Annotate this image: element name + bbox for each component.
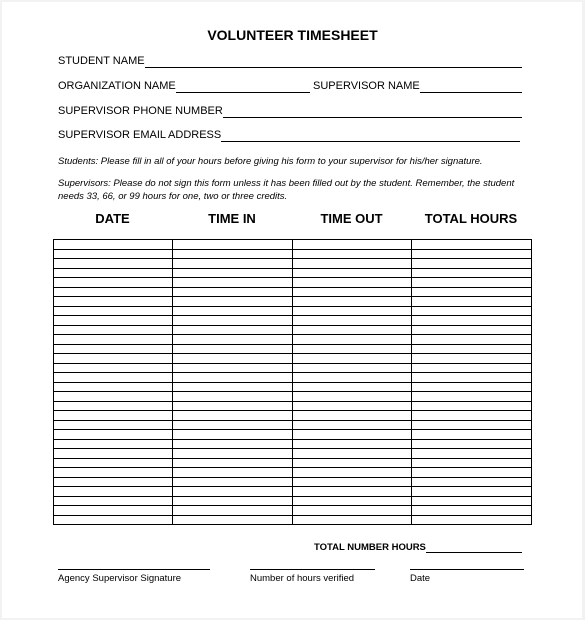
date-cell[interactable] [54,392,173,402]
date-cell[interactable] [54,458,173,468]
total-hours-cell[interactable] [412,335,532,345]
date-cell[interactable] [54,335,173,345]
total-hours-cell[interactable] [412,344,532,354]
time-in-cell[interactable] [173,335,293,345]
time-out-cell[interactable] [293,439,412,449]
total-hours-cell[interactable] [412,240,532,250]
time-in-cell[interactable] [173,477,293,487]
table-row [54,468,532,478]
time-in-cell[interactable] [173,240,293,250]
date-cell[interactable] [54,354,173,364]
hours-verified-line[interactable] [250,568,375,570]
time-in-cell[interactable] [173,249,293,259]
supervisor-email-field[interactable] [58,126,520,142]
time-in-cell[interactable] [173,316,293,326]
table-row [54,316,532,326]
time-in-cell[interactable] [173,449,293,459]
table-row [54,363,532,373]
date-cell[interactable] [54,316,173,326]
table-row [54,430,532,440]
table-row [54,401,532,411]
date-cell[interactable] [54,420,173,430]
page-title: VOLUNTEER TIMESHEET [207,27,378,43]
date-cell[interactable] [54,373,173,383]
table-row [54,354,532,364]
column-header-time-in: TIME IN [208,211,256,226]
time-out-cell[interactable] [293,240,412,250]
date-cell[interactable] [54,363,173,373]
time-out-cell[interactable] [293,335,412,345]
table-row [54,268,532,278]
time-out-cell[interactable] [293,487,412,497]
date-cell[interactable] [54,278,173,288]
table-row [54,449,532,459]
supervisor-phone-label: SUPERVISOR PHONE NUMBER [58,105,223,117]
time-out-cell[interactable] [293,458,412,468]
time-out-cell[interactable] [293,468,412,478]
hours-verified-block[interactable] [250,568,375,584]
time-out-cell[interactable] [293,259,412,269]
time-in-cell[interactable] [173,306,293,316]
time-out-cell[interactable] [293,430,412,440]
time-in-cell[interactable] [173,363,293,373]
date-cell[interactable] [54,506,173,516]
student-name-label: STUDENT NAME [58,55,145,67]
supervisor-name-line[interactable] [420,91,522,93]
time-out-cell[interactable] [293,392,412,402]
date-cell[interactable] [54,306,173,316]
table-row [54,477,532,487]
organization-name-line[interactable] [176,91,310,93]
total-hours-cell[interactable] [412,506,532,516]
table-row [54,259,532,269]
table-row [54,411,532,421]
time-in-cell[interactable] [173,287,293,297]
total-hours-cell[interactable] [412,287,532,297]
time-out-cell[interactable] [293,515,412,525]
time-in-cell[interactable] [173,439,293,449]
supervisor-email-label: SUPERVISOR EMAIL ADDRESS [58,129,222,141]
time-in-cell[interactable] [173,354,293,364]
date-cell[interactable] [54,496,173,506]
time-out-cell[interactable] [293,287,412,297]
table-row [54,325,532,335]
time-out-cell[interactable] [293,506,412,516]
total-hours-cell[interactable] [412,363,532,373]
table-row [54,240,532,250]
total-hours-field[interactable] [314,541,522,553]
agency-signature-block[interactable] [58,568,210,584]
total-hours-cell[interactable] [412,306,532,316]
date-cell[interactable] [54,468,173,478]
hours-verified-label: Number of hours verified [250,573,355,584]
time-out-cell[interactable] [293,344,412,354]
date-cell[interactable] [54,297,173,307]
time-out-cell[interactable] [293,401,412,411]
time-in-cell[interactable] [173,344,293,354]
supervisor-email-line[interactable] [221,140,520,142]
total-hours-cell[interactable] [412,496,532,506]
date-cell[interactable] [54,344,173,354]
agency-signature-line[interactable] [58,568,210,570]
table-row [54,496,532,506]
time-out-cell[interactable] [293,278,412,288]
total-hours-cell[interactable] [412,297,532,307]
time-out-cell[interactable] [293,325,412,335]
time-in-cell[interactable] [173,325,293,335]
time-out-cell[interactable] [293,363,412,373]
time-in-cell[interactable] [173,382,293,392]
supervisor-phone-line[interactable] [223,116,522,118]
date-cell[interactable] [54,240,173,250]
total-hours-cell[interactable] [412,458,532,468]
table-row [54,506,532,516]
total-hours-cell[interactable] [412,468,532,478]
total-hours-cell[interactable] [412,373,532,383]
time-out-cell[interactable] [293,316,412,326]
supervisors-note: Supervisors: Please do not sign this form unless it has been filled out by the student. Remember, the student needs 33, 66, or 99 hours for one, two or three credits. [58,178,515,202]
total-hours-cell[interactable] [412,411,532,421]
date-cell[interactable] [54,411,173,421]
total-hours-cell[interactable] [412,487,532,497]
total-hours-cell[interactable] [412,249,532,259]
time-out-cell[interactable] [293,297,412,307]
table-row [54,287,532,297]
organization-name-field[interactable] [58,77,310,93]
date-cell[interactable] [54,487,173,497]
date-cell[interactable] [54,439,173,449]
date-cell[interactable] [54,477,173,487]
total-hours-cell[interactable] [412,278,532,288]
time-in-cell[interactable] [173,297,293,307]
total-hours-cell[interactable] [412,401,532,411]
students-note: Students: Please fill in all of your hours before giving his form to your supervisor for his/her signature. [58,156,483,167]
student-name-line[interactable] [145,66,522,68]
date-cell[interactable] [54,401,173,411]
total-hours-cell[interactable] [412,268,532,278]
table-row [54,382,532,392]
time-out-cell[interactable] [293,249,412,259]
total-hours-cell[interactable] [412,477,532,487]
date-cell[interactable] [54,259,173,269]
table-row [54,420,532,430]
time-out-cell[interactable] [293,449,412,459]
date-cell[interactable] [54,287,173,297]
table-row [54,458,532,468]
total-hours-cell[interactable] [412,515,532,525]
table-row [54,306,532,316]
time-in-cell[interactable] [173,487,293,497]
date-cell[interactable] [54,325,173,335]
time-in-cell[interactable] [173,373,293,383]
total-hours-cell[interactable] [412,259,532,269]
table-row [54,439,532,449]
column-header-total-hours: TOTAL HOURS [424,211,518,226]
date-cell[interactable] [54,430,173,440]
time-out-cell[interactable] [293,306,412,316]
total-hours-cell[interactable] [412,430,532,440]
time-in-cell[interactable] [173,458,293,468]
date-cell[interactable] [54,449,173,459]
total-hours-cell[interactable] [412,439,532,449]
total-hours-cell[interactable] [412,325,532,335]
total-hours-cell[interactable] [412,316,532,326]
table-row [54,515,532,525]
time-in-cell[interactable] [173,515,293,525]
time-in-cell[interactable] [173,401,293,411]
total-hours-line[interactable] [426,551,522,553]
total-hours-cell[interactable] [412,354,532,364]
total-hours-cell[interactable] [412,392,532,402]
date-cell[interactable] [54,382,173,392]
total-hours-label: TOTAL NUMBER HOURS [314,542,426,553]
time-in-cell[interactable] [173,268,293,278]
time-in-cell[interactable] [173,392,293,402]
date-cell[interactable] [54,515,173,525]
total-hours-cell[interactable] [412,449,532,459]
table-row [54,335,532,345]
date-line[interactable] [410,568,524,570]
time-in-cell[interactable] [173,506,293,516]
timesheet-table [53,239,532,525]
date-cell[interactable] [54,249,173,259]
time-out-cell[interactable] [293,373,412,383]
time-in-cell[interactable] [173,411,293,421]
time-out-cell[interactable] [293,477,412,487]
table-row [54,392,532,402]
total-hours-cell[interactable] [412,382,532,392]
table-row [54,373,532,383]
time-in-cell[interactable] [173,496,293,506]
time-in-cell[interactable] [173,468,293,478]
supervisor-name-field[interactable] [313,77,522,93]
table-row [54,487,532,497]
time-out-cell[interactable] [293,411,412,421]
table-row [54,278,532,288]
time-in-cell[interactable] [173,259,293,269]
organization-name-label: ORGANIZATION NAME [58,80,176,92]
time-out-cell[interactable] [293,420,412,430]
date-cell[interactable] [54,268,173,278]
table-row [54,344,532,354]
supervisor-phone-field[interactable] [58,102,522,118]
date-label: Date [410,573,431,584]
column-header-date: DATE [95,211,130,226]
table-row [54,297,532,307]
agency-signature-label: Agency Supervisor Signature [58,573,182,584]
time-in-cell[interactable] [173,278,293,288]
supervisor-name-label: SUPERVISOR NAME [313,80,420,92]
time-out-cell[interactable] [293,354,412,364]
total-hours-cell[interactable] [412,420,532,430]
time-in-cell[interactable] [173,420,293,430]
time-out-cell[interactable] [293,496,412,506]
column-header-time-out: TIME OUT [320,211,383,226]
table-row [54,249,532,259]
date-block[interactable] [410,568,524,584]
time-out-cell[interactable] [293,382,412,392]
time-out-cell[interactable] [293,268,412,278]
student-name-field[interactable] [58,52,522,68]
time-in-cell[interactable] [173,430,293,440]
